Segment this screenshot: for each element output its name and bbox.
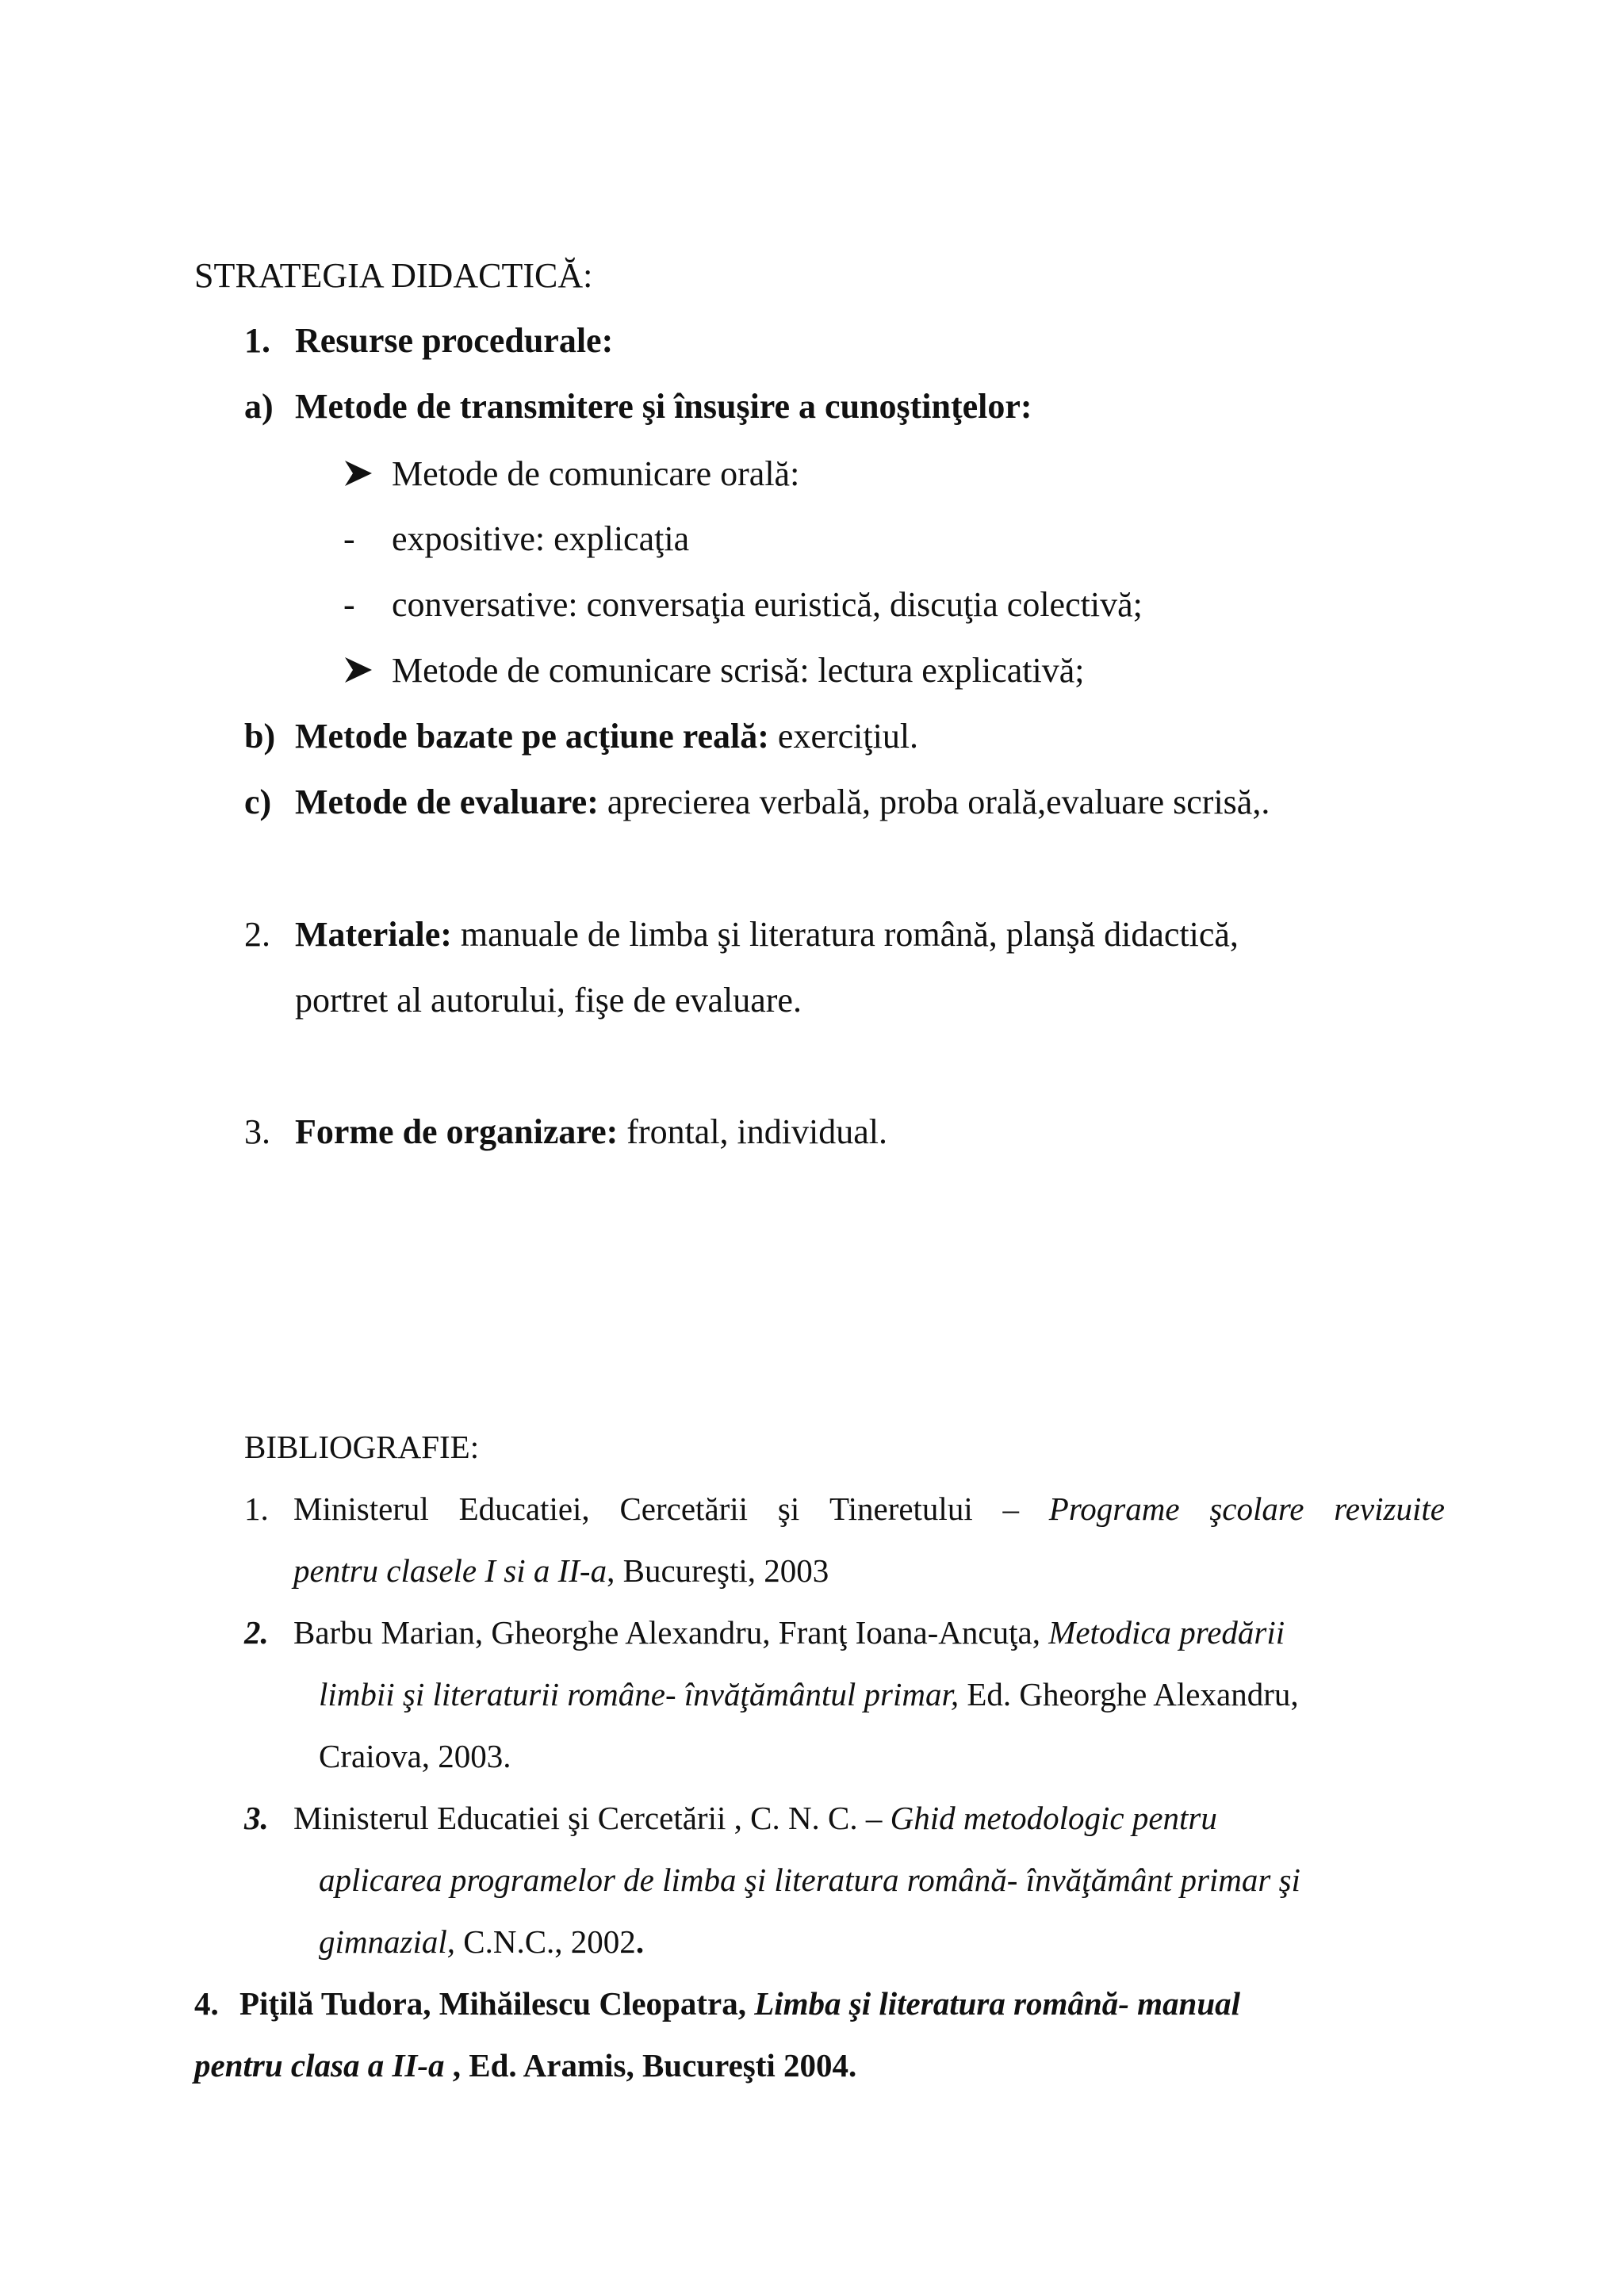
arrowhead-bullet-icon (343, 655, 373, 685)
bib-item-3-number: 3. (244, 1800, 269, 1836)
item-c-title: Metode de evaluare: (295, 783, 599, 821)
bib-item-1-line1 (293, 1490, 1445, 1527)
item-a-label: a) (244, 387, 274, 426)
dash-marker: - (343, 585, 355, 624)
bib-item-3-title-end: gimnazial, (319, 1923, 455, 1960)
bib-item-3-title-start: Ghid metodologic pentru (890, 1800, 1217, 1836)
bib-word: Tineretului (829, 1490, 973, 1527)
item-b-label: b) (244, 717, 276, 756)
bib-word: – (1002, 1490, 1019, 1527)
bib-item-1-number: 1. (244, 1490, 269, 1527)
bib-item-4-authors: Piţilă Tudora, Mihăilescu Cleopatra, (239, 1985, 755, 2022)
section-3-title: Forme de organizare: (295, 1112, 619, 1151)
item-b-text: exerciţiul. (768, 717, 919, 756)
section-2-line (295, 917, 1239, 952)
bib-item-1-place: , Bucureşti, 2003 (607, 1552, 829, 1589)
item-b-line (295, 719, 918, 754)
bib-item-2-title-end: limbii şi literaturii române- învăţământul primar, (319, 1676, 959, 1712)
arrowhead-bullet-icon (343, 458, 373, 488)
section-3-text: frontal, individual. (618, 1112, 887, 1151)
bib-item-4-line2 (194, 2049, 856, 2082)
bib-item-4-publisher: , Ed. Aramis, Bucureşti 2004. (444, 2047, 857, 2084)
bib-item-3-line3 (319, 1923, 645, 1960)
section-2-number: 2. (244, 915, 270, 954)
oral-methods-title: Metode de comunicare orală: (392, 454, 800, 493)
bib-item-1-line2 (293, 1552, 829, 1589)
oral-item-conversative: conversative: conversaţia euristică, discuţia colectivă; (392, 585, 1143, 624)
bib-word: Programe (1048, 1490, 1180, 1527)
bib-item-3-line1 (293, 1802, 1217, 1835)
written-methods-title: Metode de comunicare scrisă: lectura explicativă; (392, 651, 1085, 690)
bib-word: Cercetării (619, 1490, 749, 1527)
bib-word: revizuite (1334, 1490, 1445, 1527)
bib-item-4-line1 (239, 1985, 1241, 2022)
bib-item-2-number: 2. (244, 1614, 269, 1651)
bib-item-4-title-start: Limba şi literatura română- manual (754, 1985, 1241, 2022)
section-3-line (295, 1112, 887, 1151)
section-1-number: 1. (244, 321, 270, 360)
bib-word: şcolare (1209, 1490, 1304, 1527)
bib-item-2-publisher: Ed. Gheorghe Alexandru, (959, 1676, 1299, 1712)
section-2-title: Materiale: (295, 915, 452, 954)
bib-item-2-line3: Craiova, 2003. (319, 1738, 511, 1774)
bib-item-3-line2: aplicarea programelor de limba şi literatura română- învăţământ primar şi (319, 1862, 1300, 1898)
bib-item-1-title-end: pentru clasele I si a II-a (293, 1552, 607, 1589)
item-c-text: aprecierea verbală, proba orală,evaluare scrisă,. (598, 783, 1270, 821)
item-c-line (295, 785, 1270, 820)
bib-item-2-line1 (293, 1614, 1285, 1651)
bib-word: Ministerul (293, 1490, 429, 1527)
bib-item-3-period: . (635, 1923, 645, 1960)
item-c-label: c) (244, 783, 272, 821)
strategy-heading: STRATEGIA DIDACTICĂ: (194, 256, 593, 295)
bib-item-2-title-start: Metodica predării (1048, 1614, 1285, 1651)
bib-item-2-authors: Barbu Marian, Gheorghe Alexandru, Franţ Ioana-Ancuţa, (293, 1614, 1049, 1651)
item-b-title: Metode bazate pe acţiune reală: (295, 717, 769, 756)
oral-item-expositive: expositive: explicaţia (392, 519, 690, 558)
bib-item-3-authors: Ministerul Educatiei şi Cercetării , C. N. C. – (293, 1800, 891, 1836)
dash-marker: - (343, 519, 355, 558)
item-a-title: Metode de transmitere şi însuşire a cunoştinţelor: (295, 387, 1032, 426)
bib-word: şi (777, 1490, 800, 1527)
section-2-text-line2: portret al autorului, fişe de evaluare. (295, 981, 802, 1020)
bib-word: Educatiei, (458, 1490, 590, 1527)
bib-item-4-title-end: pentru clasa a II-a (194, 2047, 445, 2084)
bibliography-heading: BIBLIOGRAFIE: (244, 1429, 480, 1465)
section-3-number: 3. (244, 1112, 270, 1151)
bib-item-2-line2 (319, 1678, 1299, 1711)
bib-item-3-publisher: C.N.C., 2002 (455, 1923, 636, 1960)
section-2-text: manuale de limba şi literatura română, planşă didactică, (451, 915, 1239, 954)
section-1-title: Resurse procedurale: (295, 321, 614, 360)
bib-item-4-number: 4. (194, 1985, 219, 2022)
